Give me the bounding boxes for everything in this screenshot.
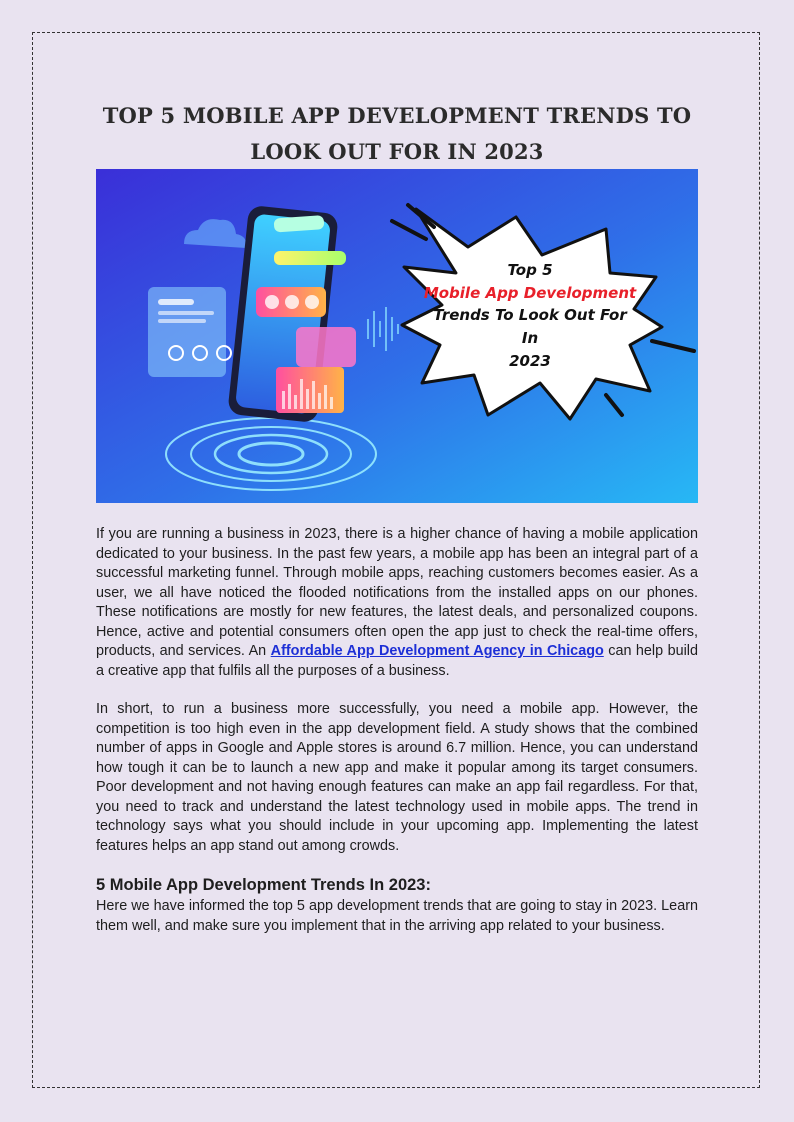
hero-line-4: In	[521, 329, 539, 347]
intro-text-before: If you are running a business in 2023, there is a higher chance of having a mobile application dedicated to your business. In the past few years, a mobile app has been an integral part of a successful marketing funnel. Through mobile apps, reaching customers becomes easier. As a user, we all have noticed the flooded notifications from the installed apps on our phones. These notifications are mostly for new features, the latest deals, and personalized coupons. Hence, active and potential consumers often open the app just to check the real-time offers, products, and services. An	[96, 526, 698, 659]
dashboard-panel-icon	[148, 287, 231, 377]
hero-image	[96, 169, 698, 503]
hero-line-2: Mobile App Development	[423, 284, 637, 302]
section-heading: 5 Mobile App Development Trends In 2023:	[96, 876, 431, 894]
intro-text-after: can help build a creative app that fulfils all the purposes of a business.	[96, 643, 698, 679]
agency-link[interactable]: Affordable App Development Agency in Chicago	[270, 643, 604, 659]
competition-paragraph: In short, to run a business more successfully, you need a mobile app. However, the competition is too high even in the app development field. A study shows that the combined number of apps in Google and Apple stores is around 6.7 million. Hence, you can understand how tough it can be to launch a new app and make it popular among its target consumers. Poor development and not having enough features can make an app fail regardless. For that, you need to track and understand the latest technology used in mobile apps. The trend in technology says what you should include in your upcoming app. Implementing the latest features helps an app stand out among crowds.	[96, 701, 698, 854]
trends-intro-paragraph: Here we have informed the top 5 app development trends that are going to stay in 2023. Learn them well, and make sure you implement that in the arriving app related to your business.	[96, 898, 698, 934]
hero-line-3: Trends To Look Out For	[433, 306, 627, 324]
hero-line-5: 2023	[509, 352, 551, 370]
intro-paragraph	[96, 525, 698, 681]
page-title: TOP 5 MOBILE APP DEVELOPMENT TRENDS TO LOOK OUT FOR IN 2023	[102, 103, 692, 164]
hero-line-1: Top 5	[507, 261, 553, 279]
